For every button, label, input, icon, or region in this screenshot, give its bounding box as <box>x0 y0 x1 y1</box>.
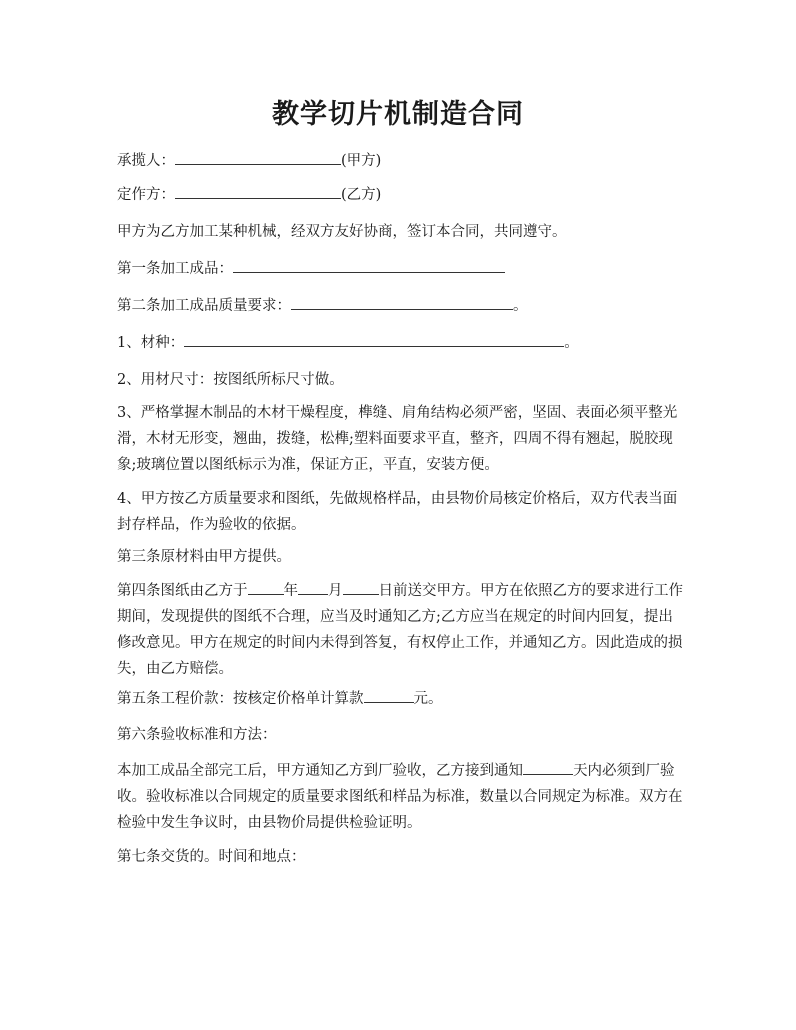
month-blank <box>298 579 328 595</box>
document-title: 教学切片机制造合同 <box>272 99 524 130</box>
item-3: 3、严格掌握木制品的木材干燥程度，榫缝、肩角结构必须严密，坚固、表面必须平整光滑，木材无形变，翘曲，拨缝，松榫;塑料面要求平直，整齐，四周不得有翘起，脱胶现象;玻璃位置以图纸标示为准，保证方正，平直，安装方便。 <box>117 405 678 473</box>
orderer-blank <box>175 183 341 199</box>
article-2-end: 。 <box>513 298 528 314</box>
article-4-text-a: 第四条图纸由乙方于 <box>117 583 248 599</box>
article-4-text-b: 日前送交甲方。甲方在依照乙方的要求进行工作期间，发现提供的图纸不合理，应当及时通知乙方;乙方应当在规定的时间内回复，提出修改意见。甲方在规定的时间内未得到答复，有权停止工作，并通知乙方。因此造成的损失，由乙方赔偿。 <box>117 583 683 677</box>
article-5-text-a: 第五条工程价款：按核定价格单计算款 <box>117 691 364 707</box>
article-2-blank <box>291 294 513 310</box>
intro-paragraph: 甲方为乙方加工某种机械，经双方友好协商，签订本合同，共同遵守。 <box>117 224 567 240</box>
day-blank <box>343 579 379 595</box>
article-6: 第六条验收标准和方法： <box>117 727 277 743</box>
article-1-blank <box>233 257 505 273</box>
item-1 <box>117 330 685 356</box>
contractor-label: 承揽人： <box>117 153 175 169</box>
orderer-suffix: (乙方) <box>341 187 382 203</box>
orderer-label: 定作方： <box>117 187 175 203</box>
price-blank <box>364 687 414 703</box>
item-1-label: 1、材种： <box>117 335 185 351</box>
year-blank <box>248 579 284 595</box>
year-label: 年 <box>283 583 298 599</box>
article-6-body-a: 本加工成品全部完工后，甲方通知乙方到厂验收，乙方接到通知 <box>117 763 523 779</box>
contractor-suffix: (甲方) <box>341 153 382 169</box>
article-2 <box>117 293 685 319</box>
article-5 <box>117 686 685 712</box>
article-1-label: 第一条加工成品： <box>117 261 233 277</box>
article-2-label: 第二条加工成品质量要求： <box>117 298 291 314</box>
article-7: 第七条交货的。时间和地点： <box>117 849 306 865</box>
article-4 <box>117 578 685 682</box>
orderer-line <box>117 182 685 208</box>
item-2: 2、用材尺寸：按图纸所标尺寸做。 <box>117 372 344 388</box>
article-5-text-b: 元。 <box>413 691 443 707</box>
contractor-line <box>117 148 685 174</box>
article-1 <box>117 256 685 282</box>
article-6-body-b: 天内必须到厂验收。验收标准以合同规定的质量要求图纸和样品为标准，数量以合同规定为标准。双方在检验中发生争议时，由县物价局提供检验证明。 <box>117 763 683 831</box>
article-3: 第三条原材料由甲方提供。 <box>117 549 291 565</box>
item-1-end: 。 <box>564 335 579 351</box>
article-6-body <box>117 758 685 836</box>
month-label: 月 <box>328 583 343 599</box>
item-4: 4、甲方按乙方质量要求和图纸，先做规格样品，由县物价局核定价格后，双方代表当面封存样品，作为验收的依据。 <box>117 491 678 533</box>
contractor-blank <box>175 149 341 165</box>
item-1-blank <box>184 331 564 347</box>
days-blank <box>523 759 573 775</box>
